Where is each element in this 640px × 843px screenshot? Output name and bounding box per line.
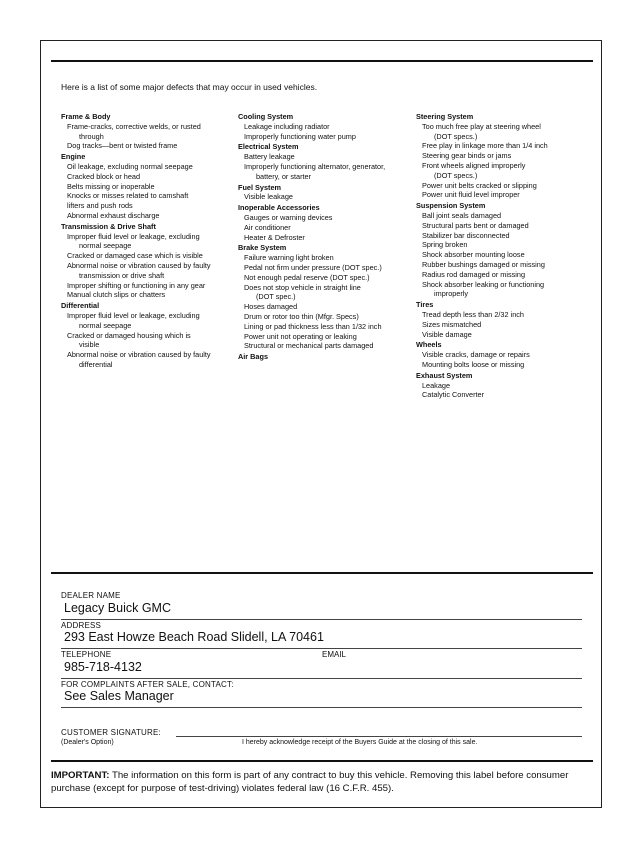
defect-item-text: Hoses damaged — [244, 302, 298, 312]
defect-item-text: Not enough pedal reserve (DOT spec.) — [244, 272, 370, 282]
defect-item — [238, 341, 413, 351]
address-value: 293 East Howze Beach Road Slidell, LA 70461 — [64, 630, 324, 644]
defect-item — [416, 330, 591, 340]
defect-item-text: Does not stop vehicle in straight line — [244, 282, 361, 292]
defect-item — [61, 182, 236, 192]
dealer-name-value: Legacy Buick GMC — [64, 601, 171, 615]
defects-column-1 — [61, 111, 236, 370]
defect-item-text: Drum or rotor too thin (Mfgr. Specs) — [244, 311, 359, 321]
defect-item — [238, 253, 413, 263]
defect-item-continuation: (DOT specs.) — [434, 170, 478, 180]
defect-item — [416, 231, 591, 241]
defect-item — [61, 261, 236, 281]
defect-item — [238, 132, 413, 142]
defect-item — [416, 181, 591, 191]
defect-item — [238, 312, 413, 322]
section-heading: Brake System — [238, 243, 287, 253]
defect-item-text: Abnormal noise or vibration caused by faulty — [67, 350, 211, 360]
defect-item-text: Leakage including radiator — [244, 121, 330, 131]
defect-item — [238, 122, 413, 132]
defect-item-text: Radius rod damaged or missing — [422, 269, 526, 279]
defect-item-continuation: battery, or starter — [256, 171, 312, 181]
email-label: EMAIL — [322, 650, 347, 659]
defect-item — [61, 350, 236, 370]
defect-item-text: lifters and push rods — [67, 201, 133, 211]
defect-item-text: Cracked or damaged housing which is — [67, 330, 191, 340]
defect-item-continuation: differential — [79, 359, 113, 369]
dealer-name-label: DEALER NAME — [61, 591, 121, 600]
defect-item — [61, 172, 236, 182]
defect-item-text: Failure warning light broken — [244, 253, 334, 263]
defect-item — [416, 161, 591, 181]
defect-item-text: Improperly functioning alternator, generator, — [244, 161, 386, 171]
defect-item — [416, 350, 591, 360]
defect-item-text: Battery leakage — [244, 152, 295, 162]
defect-item — [238, 273, 413, 283]
defect-item — [416, 260, 591, 270]
defect-item — [61, 251, 236, 261]
defect-item — [238, 152, 413, 162]
defect-item — [238, 302, 413, 312]
defect-item-text: Structural or mechanical parts damaged — [244, 341, 374, 351]
defect-item-text: Shock absorber leaking or functioning — [422, 279, 545, 289]
defect-item — [61, 331, 236, 351]
defect-item — [238, 322, 413, 332]
defect-item-text: Air conditioner — [244, 222, 291, 232]
defect-item — [416, 250, 591, 260]
middle-divider — [51, 572, 593, 574]
section-heading: Exhaust System — [416, 370, 473, 380]
section-heading: Electrical System — [238, 142, 299, 152]
defect-item — [61, 191, 236, 201]
defect-item-continuation: through — [79, 131, 104, 141]
defect-item-text: Cracked or damaged case which is visible — [67, 251, 203, 261]
defect-item-text: Free play in linkage more than 1/4 inch — [422, 141, 548, 151]
section-heading: Fuel System — [238, 182, 281, 192]
dealer-option-text: (Dealer's Option) — [61, 739, 114, 746]
acknowledge-text: I hereby acknowledge receipt of the Buyers Guide at the closing of this sale. — [242, 739, 478, 746]
section-heading: Suspension System — [416, 201, 486, 211]
defect-item-text: Steering gear binds or jams — [422, 151, 512, 161]
defect-item-text: Dog tracks—bent or twisted frame — [67, 141, 178, 151]
defect-item-text: Frame-cracks, corrective welds, or rusted — [67, 121, 201, 131]
defect-item — [238, 332, 413, 342]
important-label: IMPORTANT: — [51, 770, 110, 781]
defect-item — [238, 233, 413, 243]
defect-item — [416, 141, 591, 151]
defect-item — [416, 310, 591, 320]
defect-item-text: Visible cracks, damage or repairs — [422, 350, 530, 360]
defect-item — [238, 162, 413, 182]
defect-item — [61, 141, 236, 151]
defect-item — [238, 263, 413, 273]
defect-item-text: Abnormal exhaust discharge — [67, 210, 160, 220]
important-notice — [51, 769, 596, 795]
defect-item-text: Manual clutch slips or chatters — [67, 290, 166, 300]
defect-item — [416, 151, 591, 161]
defect-item-continuation: normal seepage — [79, 241, 132, 251]
complaints-line — [61, 707, 582, 708]
defect-item — [61, 211, 236, 221]
defect-item — [416, 390, 591, 400]
defect-item — [416, 381, 591, 391]
defect-item-text: Improperly functioning water pump — [244, 131, 356, 141]
defect-item — [416, 280, 591, 300]
telephone-value: 985-718-4132 — [64, 660, 142, 674]
section-heading: Air Bags — [238, 352, 269, 362]
defect-item-text: Ball joint seals damaged — [422, 210, 502, 220]
defect-item-text: Belts missing or inoperable — [67, 181, 155, 191]
defect-item — [416, 122, 591, 142]
defect-item-text: Stabilizer bar disconnected — [422, 230, 510, 240]
defect-item-continuation: (DOT specs.) — [434, 131, 478, 141]
defect-item — [61, 281, 236, 291]
defect-item-text: Spring broken — [422, 240, 468, 250]
defect-item-text: Shock absorber mounting loose — [422, 250, 525, 260]
defect-item-text: Too much free play at steering wheel — [422, 121, 541, 131]
defect-item-text: Power unit fluid level improper — [422, 190, 520, 200]
section-heading: Tires — [416, 300, 434, 310]
defect-item — [416, 221, 591, 231]
defect-item-text: Catalytic Converter — [422, 390, 485, 400]
defect-item-text: Heater & Defroster — [244, 232, 305, 242]
defect-item-continuation: transmission or drive shaft — [79, 270, 165, 280]
defect-item — [416, 270, 591, 280]
section-heading: Inoperable Accessories — [238, 203, 320, 213]
defect-item-continuation: (DOT spec.) — [256, 292, 296, 302]
defect-item — [61, 122, 236, 142]
defect-item-text: Knocks or misses related to camshaft — [67, 191, 189, 201]
section-heading: Differential — [61, 301, 100, 311]
defect-item — [238, 192, 413, 202]
defect-item — [416, 320, 591, 330]
defect-item — [61, 311, 236, 331]
defect-item-text: Abnormal noise or vibration caused by faulty — [67, 260, 211, 270]
defect-item-text: Power unit belts cracked or slipping — [422, 180, 537, 190]
section-heading: Engine — [61, 152, 86, 162]
defect-item — [61, 162, 236, 172]
defect-item-text: Leakage — [422, 380, 450, 390]
defect-item-text: Lining or pad thickness less than 1/32 inch — [244, 321, 382, 331]
defect-item-text: Gauges or warning devices — [244, 212, 333, 222]
signature-line[interactable] — [176, 736, 582, 737]
defect-item — [238, 283, 413, 303]
defect-item — [416, 211, 591, 221]
section-heading: Transmission & Drive Shaft — [61, 221, 156, 231]
defect-item-text: Cracked block or head — [67, 171, 141, 181]
defect-item-text: Structural parts bent or damaged — [422, 220, 529, 230]
defect-item-text: Pedal not firm under pressure (DOT spec.) — [244, 262, 382, 272]
defect-item-text: Power unit not operating or leaking — [244, 331, 357, 341]
defect-item-text: Mounting bolts loose or missing — [422, 359, 525, 369]
intro-text: Here is a list of some major defects that may occur in used vehicles. — [61, 82, 318, 92]
defect-item — [61, 201, 236, 211]
telephone-line — [61, 678, 582, 679]
defect-item-text: Sizes mismatched — [422, 319, 482, 329]
defect-item-text: Tread depth less than 2/32 inch — [422, 309, 524, 319]
telephone-label: TELEPHONE — [61, 650, 112, 659]
signature-label: CUSTOMER SIGNATURE: — [61, 728, 161, 737]
defect-item-text: Rubber bushings damaged or missing — [422, 259, 545, 269]
defects-column-3 — [416, 111, 591, 400]
complaints-value: See Sales Manager — [64, 689, 174, 703]
address-label: ADDRESS — [61, 621, 102, 630]
defect-item-text: Improper shifting or functioning in any gear — [67, 280, 206, 290]
bottom-divider — [51, 760, 593, 762]
defect-item-text: Improper fluid level or leakage, excluding — [67, 310, 200, 320]
defect-item-text: Front wheels aligned improperly — [422, 160, 526, 170]
defect-item-text: Oil leakage, excluding normal seepage — [67, 161, 193, 171]
defect-item-text: Visible damage — [422, 329, 472, 339]
defect-item-text: Visible leakage — [244, 192, 293, 202]
defect-item — [61, 290, 236, 300]
section-heading: Cooling System — [238, 112, 294, 121]
defect-item-continuation: improperly — [434, 289, 469, 299]
defect-item — [238, 213, 413, 223]
address-line — [61, 648, 582, 649]
defect-item — [416, 240, 591, 250]
defect-item-continuation: visible — [79, 340, 100, 350]
defect-item — [61, 232, 236, 252]
complaints-label: FOR COMPLAINTS AFTER SALE, CONTACT: — [61, 680, 234, 689]
important-text: The information on this form is part of any contract to buy this vehicle. Removing this label before consumer purchase (except for purpose of test-driving) violates federal law (16 C.F.R. 455). — [51, 770, 569, 794]
defect-item-continuation: normal seepage — [79, 320, 132, 330]
defect-item — [416, 190, 591, 200]
section-heading: Wheels — [416, 340, 442, 350]
defects-column-2 — [238, 111, 413, 362]
top-divider — [51, 60, 593, 62]
defect-item-text: Improper fluid level or leakage, excluding — [67, 231, 200, 241]
defect-item — [416, 360, 591, 370]
section-heading: Steering System — [416, 112, 474, 121]
dealer-name-line — [61, 619, 582, 620]
defect-item — [238, 223, 413, 233]
section-heading: Frame & Body — [61, 112, 111, 121]
